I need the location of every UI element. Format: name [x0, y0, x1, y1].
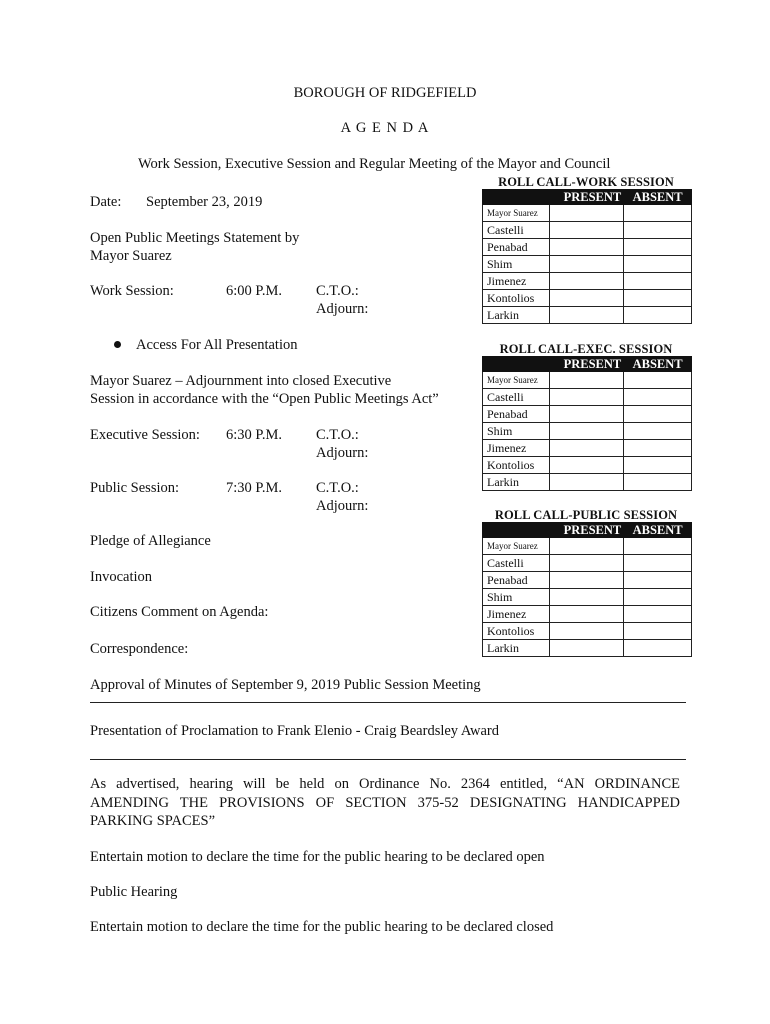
divider-line	[90, 759, 686, 760]
absent-cell[interactable]	[624, 538, 692, 555]
ordinance-paragraph: As advertised, hearing will be held on Ordinance No. 2364 entitled, “AN ORDINANCE AMENDING THE PROVISIONS OF SECTION 375-52 DESIGNATING HANDICAPPED PARKING SPACES”	[90, 776, 680, 829]
absent-cell[interactable]	[624, 640, 692, 657]
present-cell[interactable]	[550, 538, 624, 555]
present-cell[interactable]	[550, 205, 624, 222]
absent-cell[interactable]	[624, 290, 692, 307]
absent-cell[interactable]	[624, 572, 692, 589]
present-cell[interactable]	[550, 457, 624, 474]
motion-closed-item: Entertain motion to declare the time for the public hearing to be declared closed	[90, 919, 554, 935]
present-cell[interactable]	[550, 440, 624, 457]
exec-session-time: 6:30 P.M.	[226, 427, 283, 443]
absent-cell[interactable]	[624, 423, 692, 440]
present-header: PRESENT	[550, 357, 624, 372]
member-name: Larkin	[483, 474, 550, 491]
member-name: Mayor Suarez	[483, 372, 550, 389]
present-cell[interactable]	[550, 589, 624, 606]
member-name: Penabad	[483, 406, 550, 423]
absent-cell[interactable]	[624, 440, 692, 457]
absent-cell[interactable]	[624, 389, 692, 406]
absent-cell[interactable]	[624, 239, 692, 256]
work-session-cto: C.T.O.:	[316, 283, 359, 299]
present-cell[interactable]	[550, 474, 624, 491]
member-name: Penabad	[483, 572, 550, 589]
exec-session-label: Executive Session:	[90, 427, 200, 443]
member-name: Penabad	[483, 239, 550, 256]
member-name: Jimenez	[483, 440, 550, 457]
adjournment-line-2: Session in accordance with the “Open Public Meetings Act”	[90, 391, 439, 407]
present-header: PRESENT	[550, 190, 624, 205]
invocation-item: Invocation	[90, 569, 153, 585]
present-cell[interactable]	[550, 307, 624, 324]
work-session-time: 6:00 P.M.	[226, 283, 283, 299]
public-session-cto: C.T.O.:	[316, 480, 359, 496]
exec-session-adjourn: Adjourn:	[316, 445, 369, 461]
present-cell[interactable]	[550, 555, 624, 572]
present-cell[interactable]	[550, 640, 624, 657]
absent-cell[interactable]	[624, 474, 692, 491]
roll-call-public-table	[482, 522, 692, 657]
absent-cell[interactable]	[624, 273, 692, 290]
present-cell[interactable]	[550, 222, 624, 239]
meeting-subtitle: Work Session, Executive Session and Regular Meeting of the Mayor and Council	[138, 156, 611, 172]
absent-cell[interactable]	[624, 457, 692, 474]
absent-header: ABSENT	[624, 357, 692, 372]
absent-cell[interactable]	[624, 555, 692, 572]
present-cell[interactable]	[550, 623, 624, 640]
absent-header: ABSENT	[624, 523, 692, 538]
member-name: Shim	[483, 256, 550, 273]
member-name: Kontolios	[483, 290, 550, 307]
exec-session-cto: C.T.O.:	[316, 427, 359, 443]
member-name: Jimenez	[483, 273, 550, 290]
member-name: Larkin	[483, 307, 550, 324]
present-cell[interactable]	[550, 290, 624, 307]
absent-cell[interactable]	[624, 205, 692, 222]
absent-cell[interactable]	[624, 307, 692, 324]
present-cell[interactable]	[550, 372, 624, 389]
absent-cell[interactable]	[624, 256, 692, 273]
absent-cell[interactable]	[624, 589, 692, 606]
date-label: Date:	[90, 194, 122, 210]
member-name: Mayor Suarez	[483, 538, 550, 555]
roll-call-work-table	[482, 189, 692, 324]
roll-call-exec-table	[482, 356, 692, 491]
absent-cell[interactable]	[624, 623, 692, 640]
roll-call-work-title: ROLL CALL-WORK SESSION	[498, 175, 674, 189]
member-name: Kontolios	[483, 623, 550, 640]
member-name: Jimenez	[483, 606, 550, 623]
member-name: Shim	[483, 423, 550, 440]
member-name: Mayor Suarez	[483, 205, 550, 222]
proclamation-item: Presentation of Proclamation to Frank Elenio - Craig Beardsley Award	[90, 723, 500, 739]
borough-title: BOROUGH OF RIDGEFIELD	[293, 85, 477, 101]
motion-open-item: Entertain motion to declare the time for the public hearing to be declared open	[90, 849, 545, 865]
roll-call-exec-title: ROLL CALL-EXEC. SESSION	[499, 342, 673, 356]
correspondence-item: Correspondence:	[90, 641, 189, 657]
absent-cell[interactable]	[624, 406, 692, 423]
present-cell[interactable]	[550, 389, 624, 406]
divider-line	[90, 702, 686, 703]
opma-line-2: Mayor Suarez	[90, 248, 172, 264]
present-cell[interactable]	[550, 273, 624, 290]
adjournment-line-1: Mayor Suarez – Adjournment into closed Executive	[90, 373, 392, 389]
pledge-item: Pledge of Allegiance	[90, 533, 211, 549]
member-name: Castelli	[483, 389, 550, 406]
roll-call-public-title: ROLL CALL-PUBLIC SESSION	[494, 508, 678, 522]
work-session-label: Work Session:	[90, 283, 174, 299]
member-name: Castelli	[483, 555, 550, 572]
public-hearing-item: Public Hearing	[90, 884, 178, 900]
absent-cell[interactable]	[624, 222, 692, 239]
present-cell[interactable]	[550, 423, 624, 440]
member-name: Castelli	[483, 222, 550, 239]
member-name: Shim	[483, 589, 550, 606]
absent-header: ABSENT	[624, 190, 692, 205]
public-session-time: 7:30 P.M.	[226, 480, 283, 496]
absent-cell[interactable]	[624, 606, 692, 623]
minutes-item: Approval of Minutes of September 9, 2019 Public Session Meeting	[90, 677, 481, 693]
public-session-adjourn: Adjourn:	[316, 498, 369, 514]
member-name: Larkin	[483, 640, 550, 657]
present-cell[interactable]	[550, 406, 624, 423]
work-session-adjourn: Adjourn:	[316, 301, 369, 317]
date-value: September 23, 2019	[146, 194, 263, 210]
present-cell[interactable]	[550, 606, 624, 623]
access-for-all-item: Access For All Presentation	[136, 337, 298, 353]
public-session-label: Public Session:	[90, 480, 180, 496]
present-cell[interactable]	[550, 239, 624, 256]
opma-line-1: Open Public Meetings Statement by	[90, 230, 300, 246]
absent-cell[interactable]	[624, 372, 692, 389]
bullet-icon	[114, 341, 121, 348]
agenda-title: A G E N D A	[340, 120, 430, 136]
citizens-comment-item: Citizens Comment on Agenda:	[90, 604, 269, 620]
present-cell[interactable]	[550, 572, 624, 589]
present-header: PRESENT	[550, 523, 624, 538]
member-name: Kontolios	[483, 457, 550, 474]
present-cell[interactable]	[550, 256, 624, 273]
